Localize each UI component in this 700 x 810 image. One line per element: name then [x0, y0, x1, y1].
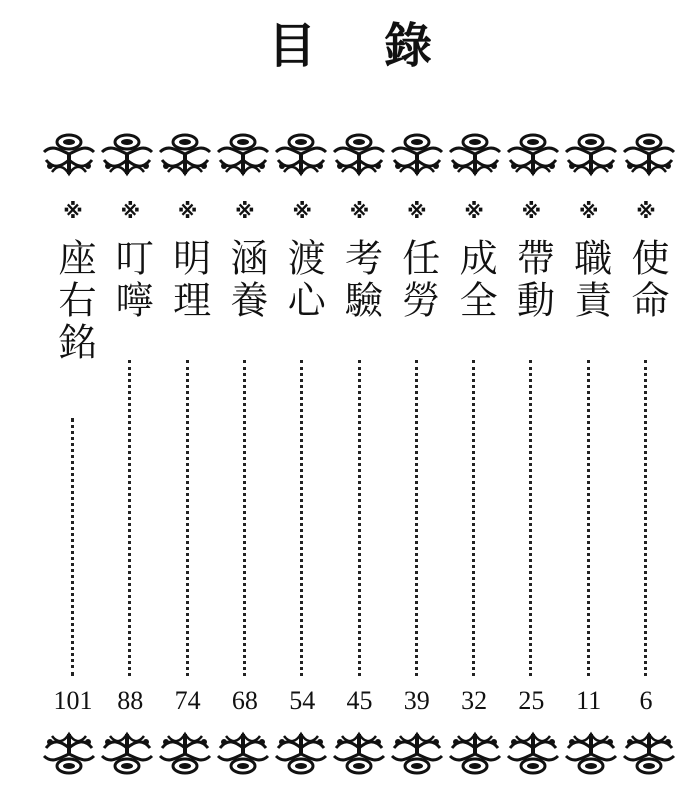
toc-page-number: 6 [639, 686, 653, 715]
toc-dot-leader [415, 360, 418, 676]
toc-entry-title: 職責 [567, 238, 612, 322]
toc-dot-leader [529, 360, 532, 676]
toc-entry-title: 明理 [166, 238, 211, 322]
toc-entry [274, 198, 330, 718]
toc-page-number: 101 [53, 686, 93, 715]
toc-marker-icon: ※ [521, 199, 542, 223]
toc-marker-icon: ※ [120, 199, 141, 223]
toc-entry [618, 198, 674, 718]
toc-dot-leader [358, 360, 361, 676]
toc-dot-leader [128, 360, 131, 676]
toc-entry-title: 考驗 [338, 238, 383, 322]
toc-page-number: 88 [117, 686, 144, 715]
toc-marker-icon: ※ [636, 199, 656, 223]
toc-entry-title: 任勞 [395, 238, 440, 322]
toc-entry [160, 198, 216, 718]
toc-entry-title: 帶動 [510, 238, 555, 322]
toc-page-number: 45 [346, 686, 373, 715]
toc-dot-leader [71, 418, 74, 676]
toc-page-number: 74 [174, 686, 201, 715]
ornamental-border-top [40, 130, 680, 180]
toc-entry [389, 198, 445, 718]
toc-entry [332, 198, 388, 718]
toc-entry-title: 座右銘 [52, 238, 96, 364]
toc-entry-title: 渡心 [281, 238, 326, 322]
toc-entry-title: 成全 [453, 238, 498, 322]
toc-page-number: 68 [231, 686, 258, 715]
toc-entry-title: 叮嚀 [109, 238, 154, 322]
toc-dot-leader [472, 360, 475, 676]
toc-page-number: 25 [518, 686, 545, 715]
table-of-contents [0, 198, 700, 718]
toc-page-number: 32 [461, 686, 488, 715]
toc-entry [561, 198, 617, 718]
toc-marker-icon: ※ [63, 199, 83, 223]
toc-dot-leader [243, 360, 246, 676]
toc-marker-icon: ※ [235, 199, 255, 223]
toc-page-number: 11 [576, 686, 602, 715]
toc-marker-icon: ※ [349, 199, 370, 223]
toc-page-number: 54 [289, 686, 316, 715]
toc-entry [45, 198, 101, 718]
page-title-char: 目 [268, 18, 317, 74]
toc-dot-leader [587, 360, 590, 676]
toc-page-number: 39 [403, 686, 430, 715]
toc-marker-icon: ※ [578, 199, 599, 223]
ornamental-border-bottom [40, 728, 680, 778]
page-title [0, 16, 700, 76]
toc-dot-leader [644, 360, 647, 676]
toc-marker-icon: ※ [407, 199, 427, 223]
toc-entry [503, 198, 559, 718]
toc-entry [217, 198, 273, 718]
toc-entry [446, 198, 502, 718]
toc-entry-title: 使命 [625, 238, 669, 322]
page-title-char: 錄 [384, 18, 433, 74]
toc-marker-icon: ※ [177, 199, 198, 223]
toc-dot-leader [300, 360, 303, 676]
toc-marker-icon: ※ [464, 199, 484, 223]
toc-entry-title: 涵養 [223, 238, 268, 322]
toc-dot-leader [186, 360, 189, 676]
toc-marker-icon: ※ [292, 199, 312, 223]
toc-entry [102, 198, 158, 718]
